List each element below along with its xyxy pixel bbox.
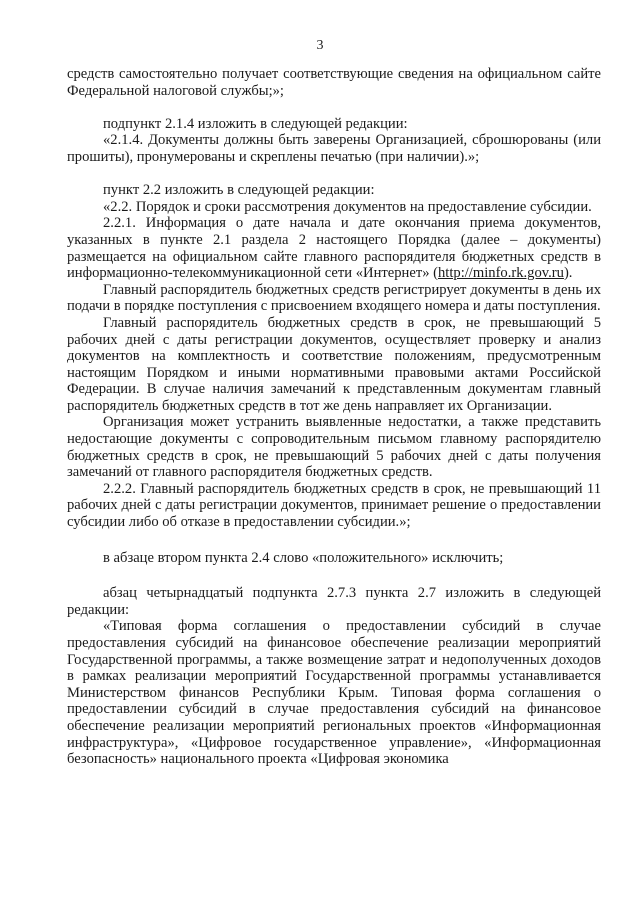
paragraph: средств самостоятельно получает соответствующие сведения на официальном сайте Федеральной налоговой службы;»; xyxy=(67,66,601,99)
paragraph: пункт 2.2 изложить в следующей редакции: xyxy=(103,182,375,199)
paragraph: Организация может устранить выявленные недостатки, а также представить недостающие документы с сопроводительным письмом главному распорядителю бюджетных средств в срок, не превышающий 5 рабочих дней с даты получения замечаний от главного распорядителя бюджетных средств. xyxy=(67,414,601,481)
paragraph: Главный распорядитель бюджетных средств регистрирует документы в день их подачи в порядке поступления с присвоением входящего номера и даты поступления. xyxy=(67,281,601,315)
paragraph: «2.1.4. Документы должны быть заверены Организацией, сброшюрованы (или прошиты), пронумерованы и скреплены печатью (при наличии).»; xyxy=(67,132,601,165)
website-link[interactable]: http://minfo.rk.gov.ru xyxy=(438,265,564,282)
paragraph: «Типовая форма соглашения о предоставлении субсидий в случае предоставления субсидий на финансовое обеспечение реализации мероприятий Государственной программы, а также возмещение затрат и недополученных доходов в рамках реализации мероприятий Государственной программы устанавливается Министерством финансов Республики Крым. Типовая форма соглашения о предоставлении субсидий в случае предоставления субсидий на финансовое обеспечение реализации мероприятий региональных проектов «Информационная инфраструктура», «Цифровое государственное управление», «Информационная безопасность» национального проекта «Цифровая экономика xyxy=(67,618,601,768)
document-body xyxy=(67,66,601,768)
paragraph: в абзаце втором пункта 2.4 слово «положительного» исключить; xyxy=(103,549,504,566)
paragraph: 2.2.2. Главный распорядитель бюджетных средств в срок, не превышающий 11 рабочих дней с даты регистрации документов, принимает решение о предоставлении субсидии либо об отказе в предоставлении субсидии.»; xyxy=(67,480,601,531)
paragraph: 2.2.1. Информация о дате начала и дате окончания приема документов, указанных в пункте 2.1 раздела 2 настоящего Порядка (далее – документы) размещается на официальном сайте главного распорядителя бюджетных средств в информационно-телекоммуникационной сети «Интернет» (http://minfo.rk.gov.ru). xyxy=(67,215,601,282)
paragraph: «2.2. Порядок и сроки рассмотрения документов на предоставление субсидии. xyxy=(103,198,592,215)
page-number: 3 xyxy=(316,38,324,53)
paragraph: подпункт 2.1.4 изложить в следующей редакции: xyxy=(103,115,408,132)
paragraph: абзац четырнадцатый подпункта 2.7.3 пункта 2.7 изложить в следующей редакции: xyxy=(67,585,601,618)
paragraph: Главный распорядитель бюджетных средств в срок, не превышающий 5 рабочих дней с даты регистрации документов, осуществляет проверку и анализ документов на комплектность и соответствие положениям, предусмотренным настоящим Порядком и иными нормативными правовыми актами Российской Федерации. В случае наличия замечаний к представленным документам главный распорядитель бюджетных средств в тот же день направляет их Организации. xyxy=(67,314,601,414)
